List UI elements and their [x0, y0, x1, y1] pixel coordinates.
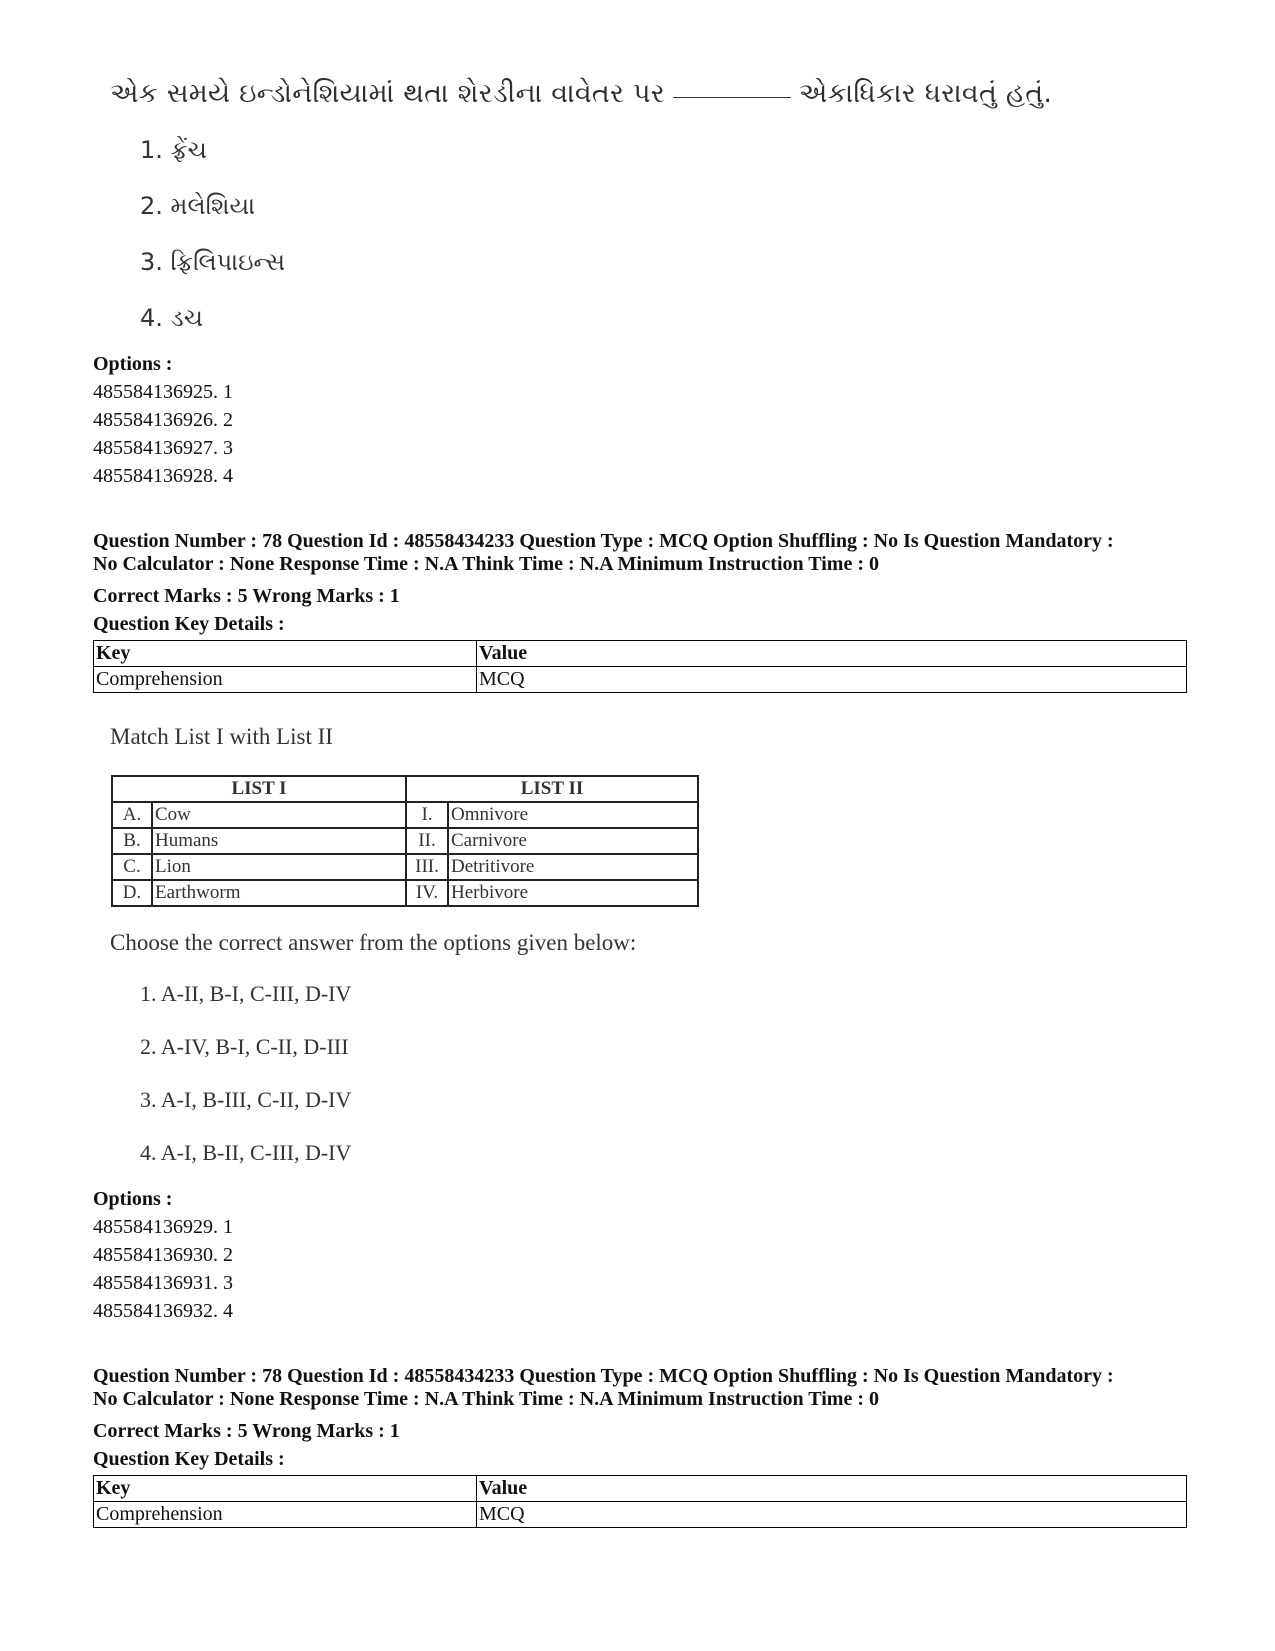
list-2-header: LIST II — [406, 776, 698, 802]
q3-marks: Correct Marks : 5 Wrong Marks : 1 — [93, 1420, 400, 1442]
table-row — [112, 854, 698, 880]
list-2-label: I. — [406, 802, 448, 828]
q1-option-4: 485584136928. 4 — [93, 465, 233, 487]
kv-value-header: Value — [477, 1476, 1187, 1502]
q1-options-label: Options : — [93, 353, 173, 375]
q2-option-4: 485584136932. 4 — [93, 1300, 233, 1322]
list-1-item: Humans — [152, 828, 406, 854]
list-1-label: A. — [112, 802, 152, 828]
list-1-item: Earthworm — [152, 880, 406, 906]
match-title: Match List I with List II — [110, 724, 333, 749]
list-1-label: D. — [112, 880, 152, 906]
stem-part-2: એકાધિકાર ધરાવતું હતું. — [798, 78, 1053, 109]
q1-option-2: 485584136926. 2 — [93, 409, 233, 431]
q2-marks: Correct Marks : 5 Wrong Marks : 1 — [93, 585, 400, 607]
list-2-label: III. — [406, 854, 448, 880]
fill-blank — [673, 97, 791, 98]
kv-key-cell: Comprehension — [94, 1502, 477, 1528]
q2-key-details-label: Question Key Details : — [93, 613, 285, 635]
q2-meta — [93, 530, 1203, 576]
table-row — [112, 880, 698, 906]
q2-option-3: 485584136931. 3 — [93, 1272, 233, 1294]
question-stem-gujarati — [110, 78, 1052, 110]
match-lists-table — [111, 775, 699, 907]
list-1-item: Lion — [152, 854, 406, 880]
list-2-item: Detritivore — [448, 854, 698, 880]
q3-meta-line-2: No Calculator : None Response Time : N.A Think Time : N.A Minimum Instruction Time : 0 — [93, 1388, 879, 1410]
q1-choice-4: 4. ડચ — [140, 304, 203, 332]
q1-option-1: 485584136925. 1 — [93, 381, 233, 403]
list-2-label: IV. — [406, 880, 448, 906]
q2-choice-1: 1. A-II, B-I, C-III, D-IV — [140, 981, 352, 1006]
q1-choice-1: 1. ફ્રેંચ — [140, 136, 207, 164]
kv-value-cell: MCQ — [477, 667, 1187, 693]
q2-key-value-table — [93, 640, 1187, 693]
q2-option-2: 485584136930. 2 — [93, 1244, 233, 1266]
q3-meta-line-1: Question Number : 78 Question Id : 48558434233 Question Type : MCQ Option Shuffling : No Is Question Mandatory : — [93, 1365, 1114, 1387]
kv-key-cell: Comprehension — [94, 667, 477, 693]
list-1-item: Cow — [152, 802, 406, 828]
q2-choice-3: 3. A-I, B-III, C-II, D-IV — [140, 1087, 352, 1112]
q1-choice-3: 3. ફ્રિલિપાઇન્સ — [140, 248, 286, 276]
q3-key-value-table — [93, 1475, 1187, 1528]
q2-meta-line-2: No Calculator : None Response Time : N.A Think Time : N.A Minimum Instruction Time : 0 — [93, 553, 879, 575]
choose-instruction: Choose the correct answer from the options given below: — [110, 930, 637, 955]
q2-meta-line-1: Question Number : 78 Question Id : 48558434233 Question Type : MCQ Option Shuffling : No Is Question Mandatory : — [93, 530, 1114, 552]
list-1-label: C. — [112, 854, 152, 880]
q1-option-3: 485584136927. 3 — [93, 437, 233, 459]
stem-part-1: એક સમયે ઇન્ડોનેશિયામાં થતા શેરડીના વાવેતર પર — [110, 78, 665, 109]
kv-value-cell: MCQ — [477, 1502, 1187, 1528]
kv-key-header: Key — [94, 1476, 477, 1502]
kv-key-header: Key — [94, 641, 477, 667]
list-2-item: Carnivore — [448, 828, 698, 854]
table-row — [112, 828, 698, 854]
list-1-header: LIST I — [112, 776, 406, 802]
q3-key-details-label: Question Key Details : — [93, 1448, 285, 1470]
q2-choice-4: 4. A-I, B-II, C-III, D-IV — [140, 1140, 352, 1165]
list-2-item: Herbivore — [448, 880, 698, 906]
q2-choice-2: 2. A-IV, B-I, C-II, D-III — [140, 1034, 349, 1059]
list-1-label: B. — [112, 828, 152, 854]
q2-option-1: 485584136929. 1 — [93, 1216, 233, 1238]
q1-choice-2: 2. મલેશિયા — [140, 192, 256, 220]
table-row — [112, 802, 698, 828]
kv-value-header: Value — [477, 641, 1187, 667]
q2-options-label: Options : — [93, 1188, 173, 1210]
list-2-item: Omnivore — [448, 802, 698, 828]
q3-meta — [93, 1365, 1203, 1411]
list-2-label: II. — [406, 828, 448, 854]
